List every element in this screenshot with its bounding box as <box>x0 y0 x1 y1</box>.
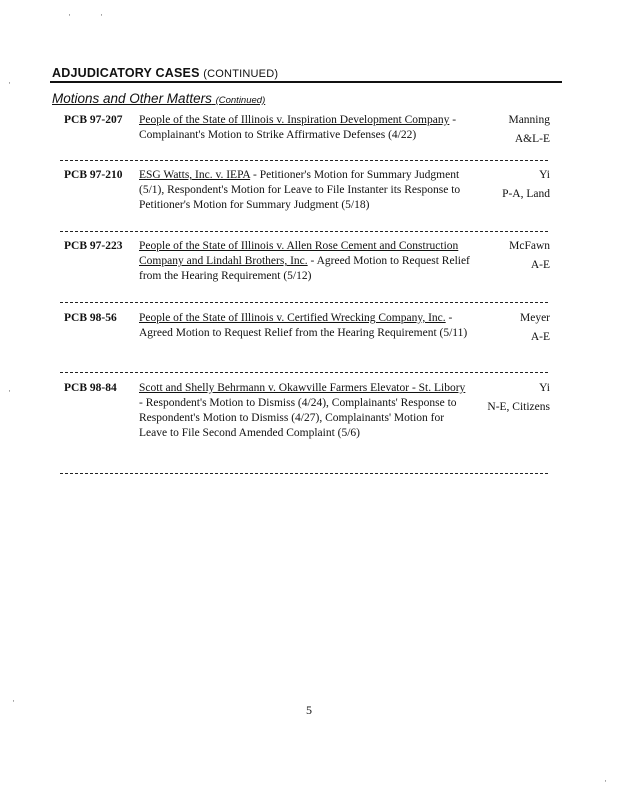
scan-artifact: · <box>604 776 607 786</box>
subsection-continued: (Continued) <box>215 95 266 106</box>
case-title: People of the State of Illinois v. Inspiration Development Company <box>139 114 450 126</box>
case-description <box>139 168 471 213</box>
board-member: Yi <box>539 169 550 181</box>
case-number: PCB 97-210 <box>64 169 123 181</box>
case-description <box>139 311 471 341</box>
board-member: Yi <box>539 382 550 394</box>
page-number: 5 <box>306 703 312 717</box>
subsection-title: Motions and Other Matters <box>52 91 212 106</box>
board-member: McFawn <box>509 240 550 252</box>
section-heading-continued: (CONTINUED) <box>203 68 279 80</box>
section-heading-title: ADJUDICATORY CASES <box>52 66 200 80</box>
heading-rule <box>50 81 562 83</box>
case-parties: A-E <box>530 331 550 343</box>
case-parties: A-E <box>530 259 550 271</box>
case-parties: P-A, Land <box>502 188 550 200</box>
case-number: PCB 97-207 <box>64 114 123 126</box>
scan-artifact: · <box>68 10 71 20</box>
scan-artifact: · <box>8 386 11 396</box>
case-detail: - Petitioner's Motion for Summary Judgment (5/1), Respondent's Motion for Leave to File Instanter its Response to Petitioner's Motion for Summary Judgment (5/18) <box>139 169 461 211</box>
case-detail: - Respondent's Motion to Dismiss (4/24), Complainants' Response to Respondent's Motion to Dismiss (4/27), Complainants' Motion for Leave to File Second Amended Complaint (5/6) <box>139 397 457 439</box>
case-detail: - Complainant's Motion to Strike Affirmative Defenses (4/22) <box>139 114 457 141</box>
case-title: People of the State of Illinois v. Certified Wrecking Company, Inc. <box>139 312 446 324</box>
case-assignment <box>468 239 550 277</box>
case-divider <box>60 231 548 232</box>
case-assignment <box>468 168 550 206</box>
scan-artifact: · <box>100 10 103 20</box>
case-description <box>139 381 471 441</box>
case-parties: A&L-E <box>514 133 550 145</box>
case-title: People of the State of Illinois v. Allen Rose Cement and Construction Company and Lindahl Brothers, Inc. <box>139 240 459 267</box>
board-member: Manning <box>508 114 550 126</box>
case-description <box>139 113 471 143</box>
case-parties: N-E, Citizens <box>487 401 550 413</box>
case-title: ESG Watts, Inc. v. IEPA <box>139 169 251 181</box>
case-assignment <box>468 311 550 349</box>
case-assignment <box>468 381 550 419</box>
case-number: PCB 98-84 <box>64 382 117 394</box>
case-number: PCB 97-223 <box>64 240 123 252</box>
case-title: Scott and Shelly Behrmann v. Okawville Farmers Elevator - St. Libory <box>139 382 466 394</box>
case-divider <box>60 372 548 373</box>
scan-artifact: · <box>12 696 15 706</box>
case-description <box>139 239 471 284</box>
section-heading <box>52 66 278 80</box>
case-number: PCB 98-56 <box>64 312 117 324</box>
case-divider <box>60 160 548 161</box>
subsection-heading <box>52 91 265 106</box>
case-assignment <box>468 113 550 151</box>
case-detail: - Agreed Motion to Request Relief from the Hearing Requirement (5/12) <box>139 255 470 282</box>
scan-artifact: · <box>8 78 11 88</box>
case-divider <box>60 473 548 474</box>
board-member: Meyer <box>519 312 550 324</box>
case-detail: - Agreed Motion to Request Relief from the Hearing Requirement (5/11) <box>139 312 468 339</box>
case-divider <box>60 302 548 303</box>
